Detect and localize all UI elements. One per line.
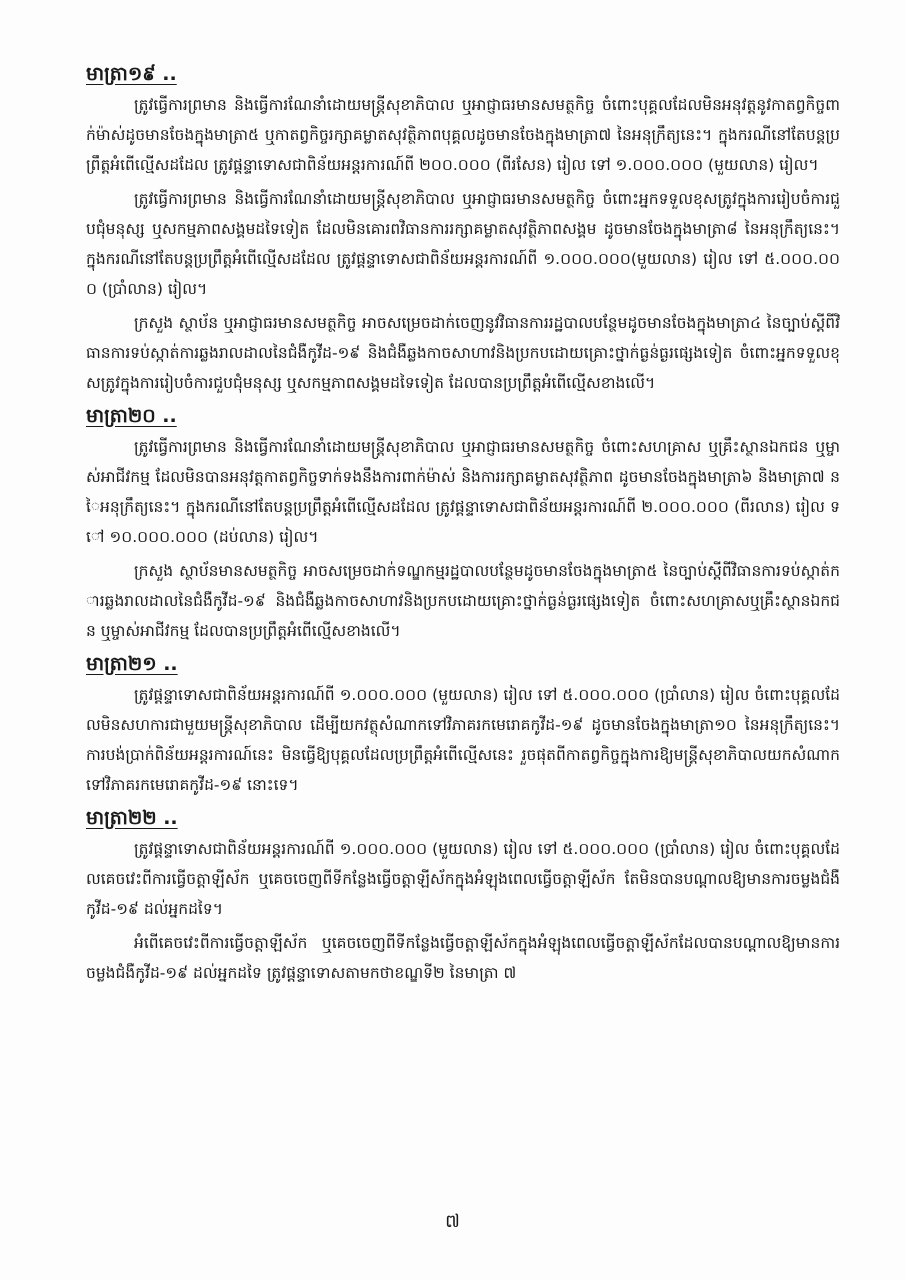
page-number: ៧	[445, 1211, 460, 1232]
article-paragraph: ក្រសួង ស្ថាប័នមានសមត្ថកិច្ច អាចសម្រេចដាក់ទណ្ឌកម្មរដ្ឋបាលបន្ថែមដូចមានចែងក្នុងមាត្រា៥ នៃច្បាប់ស្តីពីវិធានការទប់ស្កាត់ការឆ្លងរាលដាលនៃជំងឺកូវីដ-១៩ និងជំងឺឆ្លងកាចសាហាវនិងប្រកបដោយគ្រោះថ្នាក់ធ្ងន់ធ្ងរផ្សេងទៀត ចំពោះសហគ្រាសឬគ្រឹះស្ថានឯកជន ឬម្ចាស់អាជីវកម្ម ដែលបានប្រព្រឹត្តអំពើល្មើសខាងលើ។	[86, 562, 840, 640]
article-22	[86, 804, 840, 988]
article-paragraph: អំពើគេចវេះពីការធ្វើចត្តាឡីស័ក ឬគេចចេញពីទីកន្លែងធ្វើចត្តាឡីស័កក្នុងអំឡុងពេលធ្វើចត្តាឡីស័កដែលបានបណ្តាលឱ្យមានការចម្លងជំងឺកូវីដ-១៩ ដល់អ្នកដទៃ ត្រូវផ្តន្ទាទោសតាមកថាខណ្ឌទី២ នៃមាត្រា ៧	[86, 934, 840, 982]
article-paragraph: ត្រូវធ្វើការព្រមាន និងធ្វើការណែនាំដោយមន្ត្រីសុខាភិបាល ឬអាជ្ញាធរមានសមត្ថកិច្ច ចំពោះបុគ្គលដែលមិនអនុវត្តនូវកាតព្វកិច្ចពាក់ម៉ាស់ដូចមានចែងក្នុងមាត្រា៥ ឬកាតព្វកិច្ចរក្សាគម្លាតសុវត្ថិភាពបុគ្គលដូចមានចែងក្នុងមាត្រា៧ នៃអនុក្រឹត្យនេះ។ ក្នុងករណីនៅតែបន្តប្រព្រឹត្តអំពើល្មើសដដែល ត្រូវផ្តន្ទាទោសជាពិន័យអន្តរការណ៍ពី ២០០.០០០ (ពីរសែន) រៀល ទៅ ១.០០០.០០០ (មួយលាន) រៀល។	[86, 96, 840, 174]
article-paragraph: ក្រសួង ស្ថាប័ន ឬអាជ្ញាធរមានសមត្ថកិច្ច អាចសម្រេចដាក់ចេញនូវវិធានការរដ្ឋបាលបន្ថែមដូចមានចែងក្នុងមាត្រា៤ នៃច្បាប់ស្តីពីវិធានការទប់ស្កាត់ការឆ្លងរាលដាលនៃជំងឺកូវីដ-១៩ និងជំងឺឆ្លងកាចសាហាវនិងប្រកបដោយគ្រោះថ្នាក់ធ្ងន់ធ្ងរផ្សេងទៀត ចំពោះអ្នកទទួលខុសត្រូវក្នុងការរៀបចំការជួបជុំមនុស្ស ឬសកម្មភាពសង្គមដទៃទៀត ដែលបានប្រព្រឹត្តអំពើល្មើសខាងលើ។	[86, 314, 840, 392]
article-heading: មាត្រា២១ ..	[86, 653, 178, 675]
article-paragraph: ត្រូវផ្តន្ទាទោសជាពិន័យអន្តរការណ៍ពី ១.០០០.០០០ (មួយលាន) រៀល ទៅ ៥.០០០.០០០ (ប្រាំលាន) រៀល ចំពោះបុគ្គលដែលគេចវេះពីការធ្វើចត្តាឡីស័ក ឬគេចចេញពីទីកន្លែងធ្វើចត្តាឡីស័កក្នុងអំឡុងពេលធ្វើចត្តាឡីស័ក តែមិនបានបណ្តាលឱ្យមានការចម្លងជំងឺកូវីដ-១៩ ដល់អ្នកដទៃ។	[86, 840, 840, 918]
article-heading: មាត្រា១៩ ..	[86, 63, 177, 85]
article-paragraph: ត្រូវផ្តន្ទាទោសជាពិន័យអន្តរការណ៍ពី ១.០០០.០០០ (មួយលាន) រៀល ទៅ ៥.០០០.០០០ (ប្រាំលាន) រៀល ចំពោះបុគ្គលដែលមិនសហការជាមួយមន្ត្រីសុខាភិបាល ដើម្បីយកវត្ថុសំណាកទៅវិភាគរកមេរោគកូវីដ-១៩ ដូចមានចែងក្នុងមាត្រា១០ នៃអនុក្រឹត្យនេះ។ ការបង់ប្រាក់ពិន័យអន្តរការណ៍នេះ មិនធ្វើឱ្យបុគ្គលដែលប្រព្រឹត្តអំពើល្មើសនេះ រួចផុតពីកាតព្វកិច្ចក្នុងការឱ្យមន្ត្រីសុខាភិបាលយកសំណាកទៅវិភាគរកមេរោគកូវីដ-១៩ នោះទេ។	[86, 686, 840, 794]
article-heading: មាត្រា២០ ..	[86, 405, 177, 427]
article-paragraph: ត្រូវធ្វើការព្រមាន និងធ្វើការណែនាំដោយមន្ត្រីសុខាភិបាល ឬអាជ្ញាធរមានសមត្ថកិច្ច ចំពោះអ្នកទទួលខុសត្រូវក្នុងការរៀបចំការជួបជុំមនុស្ស ឬសកម្មភាពសង្គមដទៃទៀត ដែលមិនគោរពវិធានការរក្សាគម្លាតសុវត្ថិភាពសង្គម ដូចមានចែងក្នុងមាត្រា៨ នៃអនុក្រឹត្យនេះ។ ក្នុងករណីនៅតែបន្តប្រព្រឹត្តអំពើល្មើសដដែល ត្រូវផ្តន្ទាទោសជាពិន័យអន្តរការណ៍ពី ១.០០០.០០០(មួយលាន) រៀល ទៅ ៥.០០០.០០០ (ប្រាំលាន) រៀល។	[86, 190, 840, 298]
article-paragraph: ត្រូវធ្វើការព្រមាន និងធ្វើការណែនាំដោយមន្ត្រីសុខាភិបាល ឬអាជ្ញាធរមានសមត្ថកិច្ច ចំពោះសហគ្រាស ឬគ្រឹះស្ថានឯកជន ឬម្ចាស់អាជីវកម្ម ដែលមិនបានអនុវត្តកាតព្វកិច្ចទាក់ទងនឹងការពាក់ម៉ាស់ និងការរក្សាគម្លាតសុវត្ថិភាព ដូចមានចែងក្នុងមាត្រា៦ និងមាត្រា៧ នៃអនុក្រឹត្យនេះ។ ក្នុងករណីនៅតែបន្តប្រព្រឹត្តអំពើល្មើសដដែល ត្រូវផ្តន្ទាទោសជាពិន័យអន្តរការណ៍ពី ២.០០០.០០០ (ពីរលាន) រៀល ទៅ ១០.០០០.០០០ (ដប់លាន) រៀល។	[86, 438, 840, 546]
article-heading: មាត្រា២២ ..	[86, 807, 178, 829]
article-21	[86, 650, 840, 800]
document-body	[86, 60, 840, 992]
article-19	[86, 60, 840, 398]
article-20	[86, 402, 840, 646]
